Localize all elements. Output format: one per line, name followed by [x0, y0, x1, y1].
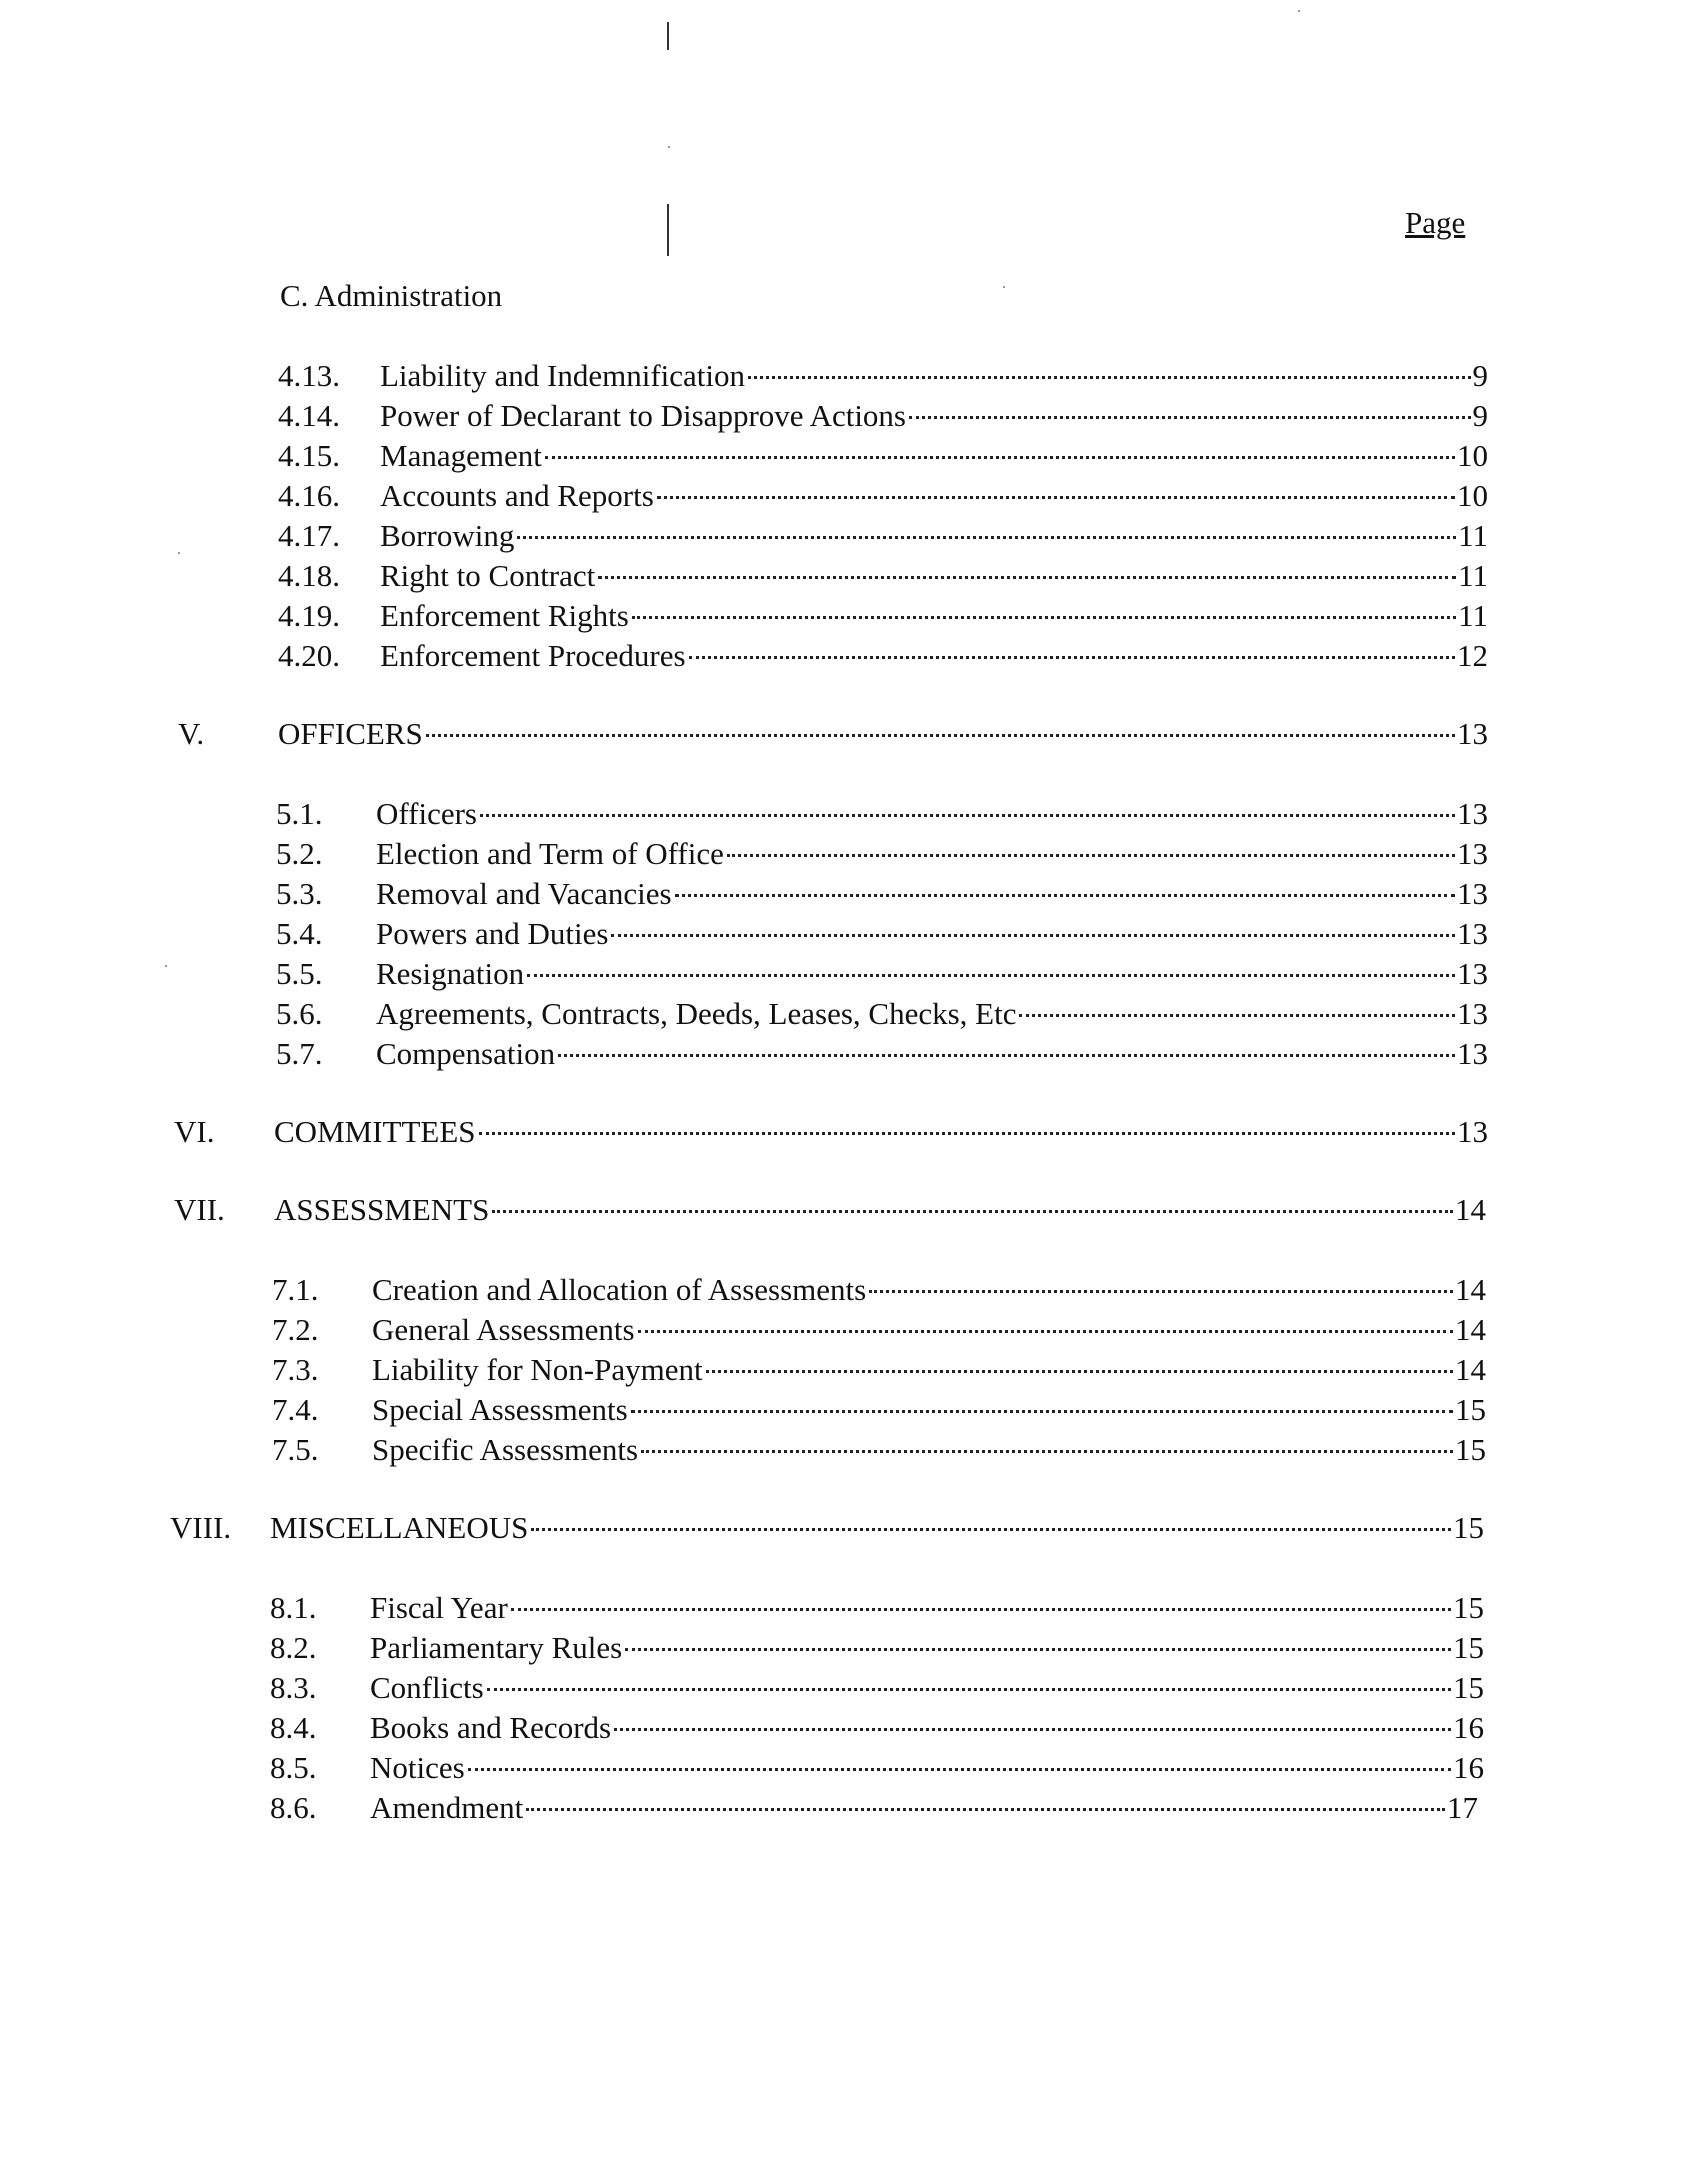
section-title: Officers — [376, 796, 477, 831]
page-number: 15 — [1453, 1510, 1484, 1545]
section-number: 7.2. — [272, 1312, 319, 1347]
section-title: Management — [380, 438, 542, 473]
scan-artifact-line — [667, 22, 669, 50]
scan-speck — [668, 146, 670, 148]
scan-speck — [178, 552, 180, 554]
page-number: 15 — [1453, 1670, 1484, 1705]
section-number: 8.4. — [270, 1710, 317, 1745]
dot-leader — [632, 616, 1456, 619]
section-number: 7.3. — [272, 1352, 319, 1387]
toc-row[interactable] — [270, 1708, 1484, 1748]
page-number: 16 — [1453, 1710, 1484, 1745]
dot-leader — [526, 1808, 1445, 1811]
toc-row[interactable] — [278, 436, 1488, 476]
toc-row[interactable] — [270, 1788, 1478, 1828]
section-number: 4.15. — [278, 438, 340, 473]
toc-row[interactable] — [276, 794, 1488, 834]
section-number: 8.5. — [270, 1750, 317, 1785]
toc-row[interactable] — [276, 1034, 1488, 1074]
toc-row[interactable] — [276, 874, 1488, 914]
page-number: 9 — [1472, 358, 1488, 393]
dot-leader — [675, 894, 1455, 897]
section-title: Specific Assessments — [372, 1432, 639, 1467]
section-title: Election and Term of Office — [376, 836, 724, 871]
section-title: Removal and Vacancies — [376, 876, 672, 911]
page-number: 10 — [1457, 438, 1488, 473]
toc-article-row[interactable] — [174, 1112, 1488, 1152]
page-number: 15 — [1455, 1392, 1486, 1427]
page-number: 13 — [1457, 956, 1488, 991]
toc-article-row[interactable] — [178, 714, 1488, 754]
section-number: 4.19. — [278, 598, 340, 633]
section-title: Amendment — [370, 1790, 524, 1825]
page-number: 14 — [1455, 1272, 1486, 1307]
toc-article-row[interactable] — [174, 1190, 1486, 1230]
toc-row[interactable] — [276, 954, 1488, 994]
section-number: 8.1. — [270, 1590, 317, 1625]
section-number: 7.1. — [272, 1272, 319, 1307]
scan-artifact-line — [667, 204, 669, 256]
article-number: V. — [178, 716, 205, 751]
page-number: 11 — [1458, 518, 1488, 553]
dot-leader — [869, 1290, 1453, 1293]
page-number: 11 — [1458, 558, 1488, 593]
section-number: 8.3. — [270, 1670, 317, 1705]
section-title: Enforcement Rights — [380, 598, 629, 633]
page-number: 11 — [1458, 598, 1488, 633]
page-number: 13 — [1457, 1114, 1488, 1149]
dot-leader — [479, 1132, 1456, 1135]
section-title: Agreements, Contracts, Deeds, Leases, Checks, Etc — [376, 996, 1017, 1031]
section-number: 4.13. — [278, 358, 340, 393]
page-number: 14 — [1455, 1352, 1486, 1387]
dot-leader — [614, 1728, 1451, 1731]
toc-row[interactable] — [276, 994, 1488, 1034]
section-title: Liability and Indemnification — [380, 358, 746, 393]
dot-leader — [727, 854, 1455, 857]
dot-leader — [631, 1410, 1453, 1413]
dot-leader — [689, 656, 1455, 659]
page-number: 16 — [1453, 1750, 1484, 1785]
page-number: 14 — [1455, 1312, 1486, 1347]
section-number: 5.2. — [276, 836, 323, 871]
section-number: 4.20. — [278, 638, 340, 673]
section-number: 5.6. — [276, 996, 323, 1031]
toc-row[interactable] — [278, 556, 1488, 596]
toc-row[interactable] — [270, 1588, 1484, 1628]
article-number: VI. — [174, 1114, 215, 1149]
toc-row[interactable] — [278, 596, 1488, 636]
dot-leader — [657, 496, 1455, 499]
article-title: MISCELLANEOUS — [270, 1510, 529, 1545]
section-number: 7.5. — [272, 1432, 319, 1467]
toc-row[interactable] — [272, 1430, 1486, 1470]
page-number: 17 — [1447, 1790, 1478, 1825]
section-title: Notices — [370, 1750, 465, 1785]
article-title: OFFICERS — [278, 716, 423, 751]
toc-row[interactable] — [270, 1748, 1484, 1788]
section-title: Enforcement Procedures — [380, 638, 686, 673]
section-title: Books and Records — [370, 1710, 612, 1745]
dot-leader — [909, 416, 1470, 419]
page-number: 15 — [1453, 1630, 1484, 1665]
section-title: Compensation — [376, 1036, 556, 1071]
dot-leader — [480, 814, 1455, 817]
section-number: 5.1. — [276, 796, 323, 831]
group-heading-administration: C. Administration — [280, 278, 503, 313]
toc-row[interactable] — [272, 1350, 1486, 1390]
toc-row[interactable] — [272, 1390, 1486, 1430]
dot-leader — [598, 576, 1456, 579]
section-number: 5.5. — [276, 956, 323, 991]
section-title: Fiscal Year — [370, 1590, 508, 1625]
dot-leader — [1019, 1014, 1455, 1017]
page-number: 13 — [1457, 836, 1488, 871]
toc-row[interactable] — [270, 1628, 1484, 1668]
page-number: 13 — [1457, 796, 1488, 831]
toc-row[interactable] — [278, 396, 1488, 436]
page-number: 12 — [1457, 638, 1488, 673]
dot-leader — [638, 1330, 1453, 1333]
article-number: VIII. — [170, 1510, 232, 1545]
page-number: 13 — [1457, 716, 1488, 751]
page-number: 13 — [1457, 916, 1488, 951]
section-number: 4.18. — [278, 558, 340, 593]
toc-row[interactable] — [278, 516, 1488, 556]
toc-row[interactable] — [272, 1270, 1486, 1310]
section-number: 4.17. — [278, 518, 340, 553]
section-number: 5.4. — [276, 916, 323, 951]
section-title: General Assessments — [372, 1312, 635, 1347]
section-title: Power of Declarant to Disapprove Actions — [380, 398, 907, 433]
scan-speck — [1003, 286, 1005, 288]
section-title: Special Assessments — [372, 1392, 628, 1427]
section-number: 8.2. — [270, 1630, 317, 1665]
toc-row[interactable] — [276, 834, 1488, 874]
toc-row[interactable] — [278, 476, 1488, 516]
section-title: Resignation — [376, 956, 525, 991]
section-title: Accounts and Reports — [380, 478, 654, 513]
page-number: 15 — [1453, 1590, 1484, 1625]
dot-leader — [527, 974, 1455, 977]
page-number: 9 — [1472, 398, 1488, 433]
section-number: 8.6. — [270, 1790, 317, 1825]
page-number: 14 — [1455, 1192, 1486, 1227]
page-number: 15 — [1455, 1432, 1486, 1467]
section-number: 4.16. — [278, 478, 340, 513]
section-number: 5.7. — [276, 1036, 323, 1071]
page-number: 13 — [1457, 876, 1488, 911]
toc-row[interactable] — [278, 356, 1488, 396]
section-number: 5.3. — [276, 876, 323, 911]
dot-leader — [426, 734, 1455, 737]
dot-leader — [511, 1608, 1451, 1611]
section-title: Parliamentary Rules — [370, 1630, 623, 1665]
dot-leader — [611, 934, 1455, 937]
dot-leader — [531, 1528, 1451, 1531]
dot-leader — [558, 1054, 1455, 1057]
toc-article-row[interactable] — [170, 1508, 1484, 1548]
dot-leader — [748, 376, 1470, 379]
section-number: 7.4. — [272, 1392, 319, 1427]
page-number: 13 — [1457, 996, 1488, 1031]
page-column-header: Page — [1405, 205, 1466, 240]
scan-speck — [1298, 10, 1300, 12]
dot-leader — [545, 456, 1455, 459]
article-title: COMMITTEES — [274, 1114, 476, 1149]
toc-row[interactable] — [270, 1668, 1484, 1708]
section-number: 4.14. — [278, 398, 340, 433]
toc-row[interactable] — [278, 636, 1488, 676]
page-number: 13 — [1457, 1036, 1488, 1071]
dot-leader — [468, 1768, 1451, 1771]
article-title: ASSESSMENTS — [274, 1192, 490, 1227]
dot-leader — [517, 536, 1456, 539]
section-title: Liability for Non-Payment — [372, 1352, 703, 1387]
section-title: Powers and Duties — [376, 916, 609, 951]
section-title: Right to Contract — [380, 558, 596, 593]
dot-leader — [487, 1688, 1451, 1691]
scan-speck — [165, 965, 167, 967]
toc-row[interactable] — [272, 1310, 1486, 1350]
dot-leader — [492, 1210, 1453, 1213]
toc-row[interactable] — [276, 914, 1488, 954]
dot-leader — [706, 1370, 1453, 1373]
section-title: Creation and Allocation of Assessments — [372, 1272, 867, 1307]
section-title: Borrowing — [380, 518, 515, 553]
page-number: 10 — [1457, 478, 1488, 513]
dot-leader — [625, 1648, 1451, 1651]
dot-leader — [641, 1450, 1453, 1453]
section-title: Conflicts — [370, 1670, 484, 1705]
article-number: VII. — [174, 1192, 225, 1227]
